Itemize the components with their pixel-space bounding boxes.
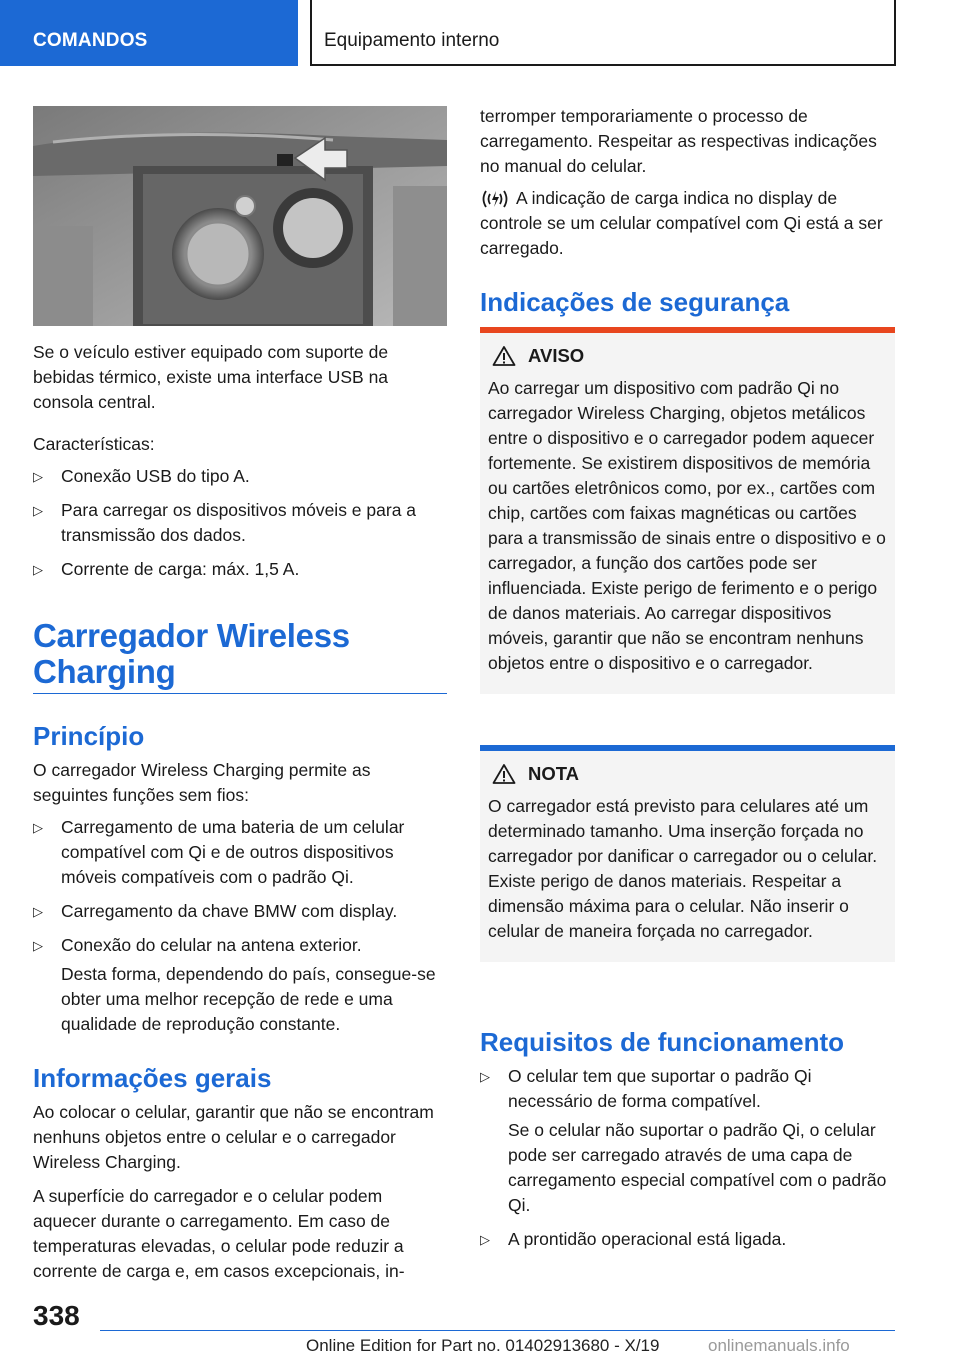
main-heading xyxy=(33,618,350,690)
triangle-right-icon: ▷ xyxy=(33,904,43,919)
section-tab xyxy=(0,0,298,66)
features-label: Características: xyxy=(33,434,155,454)
heading-rule xyxy=(33,693,447,694)
list-item: ▷ Conexão do celular na antena exterior. Desta forma, dependendo do país, consegue-se obter uma melhor recepção de rede e uma qualidade de reprodução constante. xyxy=(33,933,447,1037)
chapter-tab xyxy=(312,0,896,66)
features-list xyxy=(33,464,447,591)
chapter-title: Equipamento interno xyxy=(324,30,500,51)
list-item: ▷ Carregamento da chave BMW com display. xyxy=(33,899,447,924)
triangle-right-icon: ▷ xyxy=(33,938,43,953)
note-title: NOTA xyxy=(488,761,887,786)
edition-text: Online Edition for Part no. 01402913680 - X/19 xyxy=(306,1336,660,1355)
requirements-subtext: Se o celular não suportar o padrão Qi, o celular pode ser carregado através de uma capa de carregamento especial compatível com o padrão Qi. xyxy=(508,1120,887,1215)
section-title: COMANDOS xyxy=(33,30,148,51)
indicator-text: A indicação de carga indica no display de controle se um celular compatível com Qi está a ser carregado. xyxy=(480,188,883,258)
requirements-heading: Requisitos de funcionamento xyxy=(480,1027,845,1057)
triangle-right-icon: ▷ xyxy=(33,503,43,518)
usb-intro-text: Se o veículo estiver equipado com suporte de bebidas térmico, existe uma interface USB na consola central. xyxy=(33,342,389,412)
watermark-text: onlinemanuals.info xyxy=(708,1336,850,1355)
list-item: ▷ Carregamento de uma bateria de um celular compatível com Qi e de outros dispositivos móveis compatíveis com o padrão Qi. xyxy=(33,817,405,887)
triangle-right-icon: ▷ xyxy=(33,562,43,577)
triangle-right-icon: ▷ xyxy=(33,469,43,484)
main-heading-line-2: Charging xyxy=(33,653,176,690)
warning-title: AVISO xyxy=(488,343,887,368)
list-item: ▷ Corrente de carga: máx. 1,5 A. xyxy=(33,557,447,582)
list-item: ▷ A prontidão operacional está ligada. xyxy=(480,1227,896,1252)
principle-list xyxy=(33,815,447,1046)
general-heading: Informações gerais xyxy=(33,1063,272,1093)
note-text: O carregador está previsto para celulares até um determinado tamanho. Uma inserção forçada no carregador por danificar o carregador ou o celular. Existe perigo de danos materiais. Respeitar a dimensão máxima para o celular. Não inserir o celular de maneira forçada no carregador. xyxy=(488,796,878,941)
main-heading-line-1: Carregador Wireless xyxy=(33,617,350,654)
principle-text: O carregador Wireless Charging permite as seguintes funções sem fios: xyxy=(33,760,371,805)
general-text-2: A superfície do carregador e o celular podem aquecer durante o carregamento. Em caso de temperaturas elevadas, o celular pode reduzir a corrente de carga e, em casos excepcionais, in- xyxy=(33,1186,405,1281)
wireless-charging-icon xyxy=(480,188,510,210)
warning-triangle-icon xyxy=(492,345,516,367)
note-box xyxy=(480,745,895,962)
warning-box xyxy=(480,327,895,694)
continued-text: terromper temporariamente o processo de carregamento. Respeitar as respectivas indicações no manual do celular. xyxy=(480,106,877,176)
triangle-right-icon: ▷ xyxy=(480,1232,490,1247)
page-number: 338 xyxy=(33,1300,80,1331)
triangle-right-icon: ▷ xyxy=(33,820,43,835)
general-text-1: Ao colocar o celular, garantir que não se encontram nenhuns objetos entre o celular e o carregador Wireless Charging. xyxy=(33,1102,434,1172)
list-item: ▷ Para carregar os dispositivos móveis e para a transmissão dos dados. xyxy=(33,500,417,545)
triangle-right-icon: ▷ xyxy=(480,1069,490,1084)
warning-text: Ao carregar um dispositivo com padrão Qi no carregador Wireless Charging, objetos metálicos entre o dispositivo e o carregador podem aquecer fortemente. Se existirem dispositivos de memória ou cartões eletrônicos como, por ex., cartões com chip, cartões com faixas magnéticas ou cartões para a transmissão de sinais entre o dispositivo e o carregador, a função dos cartões pode ser influenciada. Existe perigo de ferimento e o perigo de danos materiais. Ao carregar dispositivos móveis, garantir que não se encontram nenhuns objetos entre o dispositivo e o carregador. xyxy=(488,378,886,673)
warning-triangle-icon xyxy=(492,763,516,785)
list-item: ▷ O celular tem que suportar o padrão Qi necessário de forma compatível. Se o celular não suportar o padrão Qi, o celular pode ser carregado através de uma capa de carregamento especial compatível com o padrão Qi. xyxy=(480,1064,896,1218)
footer-rule xyxy=(100,1330,895,1331)
requirements-list xyxy=(480,1064,896,1261)
principle-subtext: Desta forma, dependendo do país, consegue-se obter uma melhor recepção de rede e uma qualidade de reprodução constante. xyxy=(61,964,436,1034)
safety-heading: Indicações de segurança xyxy=(480,287,790,317)
principle-heading: Princípio xyxy=(33,721,145,751)
list-item: ▷ Conexão USB do tipo A. xyxy=(33,464,447,489)
center-console-photo xyxy=(33,106,447,326)
